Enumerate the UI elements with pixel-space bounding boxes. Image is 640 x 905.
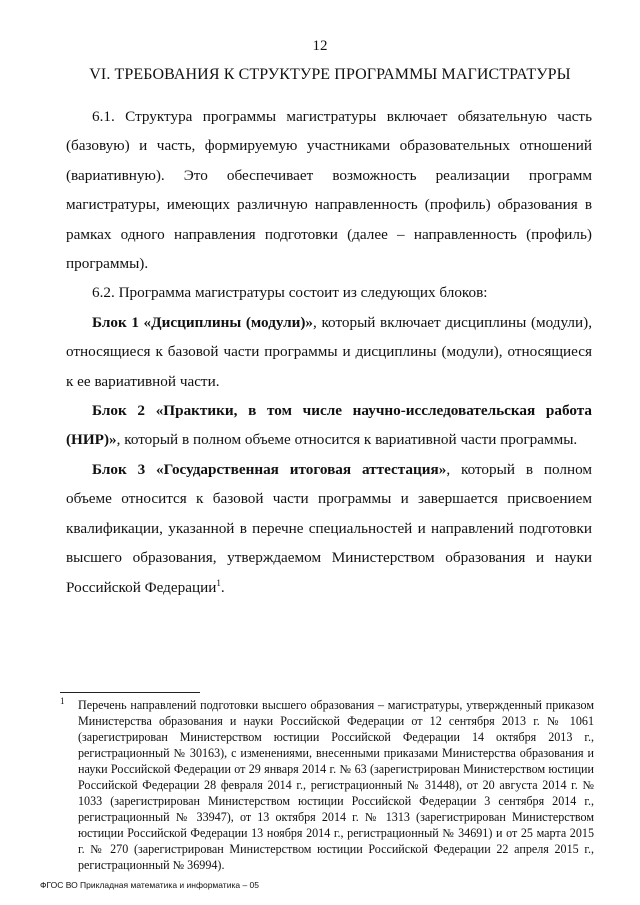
section-heading: VI. ТРЕБОВАНИЯ К СТРУКТУРЕ ПРОГРАММЫ МАГИСТРАТУРЫ	[89, 66, 571, 83]
footnote-mark: 1	[60, 695, 65, 706]
paragraph-6-1: 6.1. Структура программы магистратуры включает обязательную часть (базовую) и часть, формируемую участниками образовательных отношений (вариативную). Это обеспечивает возможность реализации программ магистратуры, имеющих различную направленность (профиль) образования в рамках одного направления подготовки (далее – направленность (профиль) программы).	[66, 108, 592, 273]
block-3-title: Блок 3 «Государственная итоговая аттестация»	[92, 460, 447, 478]
footnote	[60, 697, 594, 873]
footnote-ref[interactable]: 1	[216, 577, 221, 588]
block-3-text: , который в полном объеме относится к базовой части программы и завершается присвоением квалификации, указанной в перечне специальностей и направлений подготовки высшего образования, утверждаемом Министерством образования и науки Российской Федерации	[66, 460, 592, 596]
footnote-divider	[60, 692, 200, 693]
block-1-title: Блок 1 «Дисциплины (модули)»	[92, 313, 314, 331]
block-3-end: .	[220, 578, 225, 596]
paragraph-6-2: 6.2. Программа магистратуры состоит из следующих блоков:	[92, 284, 488, 302]
page-footer: ФГОС ВО Прикладная математика и информатика – 05	[40, 880, 259, 890]
block-2-text: , который в полном объеме относится к вариативной части программы.	[116, 431, 578, 449]
paragraph-block-3	[66, 455, 592, 602]
page-number: 12	[312, 38, 328, 54]
block-2-title: Блок 2 «Практики, в том числе научно-исследовательская работа (НИР)»	[66, 402, 592, 449]
paragraph-block-2	[66, 396, 592, 455]
body-text	[66, 102, 592, 602]
footnote-text: Перечень направлений подготовки высшего образования – магистратуры, утвержденный приказом Министерства образования и науки Российской Федерации от 12 сентября 2013 г. № 1061 (зарегистрирован Министерством юстиции Российской Федерации 14 октября 2013 г., регистрационный № 30163), с изменениями, внесенными приказами Министерства образования и науки Российской Федерации от 29 января 2014 г. № 63 (зарегистрирован Министерством юстиции Российской Федерации 28 февраля 2014 г., регистрационный № 31448), от 20 августа 2014 г. № 1033 (зарегистрирован Министерством юстиции Российской Федерации 3 сентября 2014 г., регистрационный № 33947), от 13 октября 2014 г. № 1313 (зарегистрирован Министерством юстиции Российской Федерации 13 ноября 2014 г., регистрационный № 34691) и от 25 марта 2015 г. № 270 (зарегистрирован Министерством юстиции Российской Федерации 22 апреля 2015 г., регистрационный № 36994).	[78, 698, 594, 872]
block-1-text: , который включает дисциплины (модули), относящиеся к базовой части программы и дисциплины (модули), относящиеся к ее вариативной части.	[66, 313, 592, 390]
paragraph-block-1	[66, 308, 592, 396]
